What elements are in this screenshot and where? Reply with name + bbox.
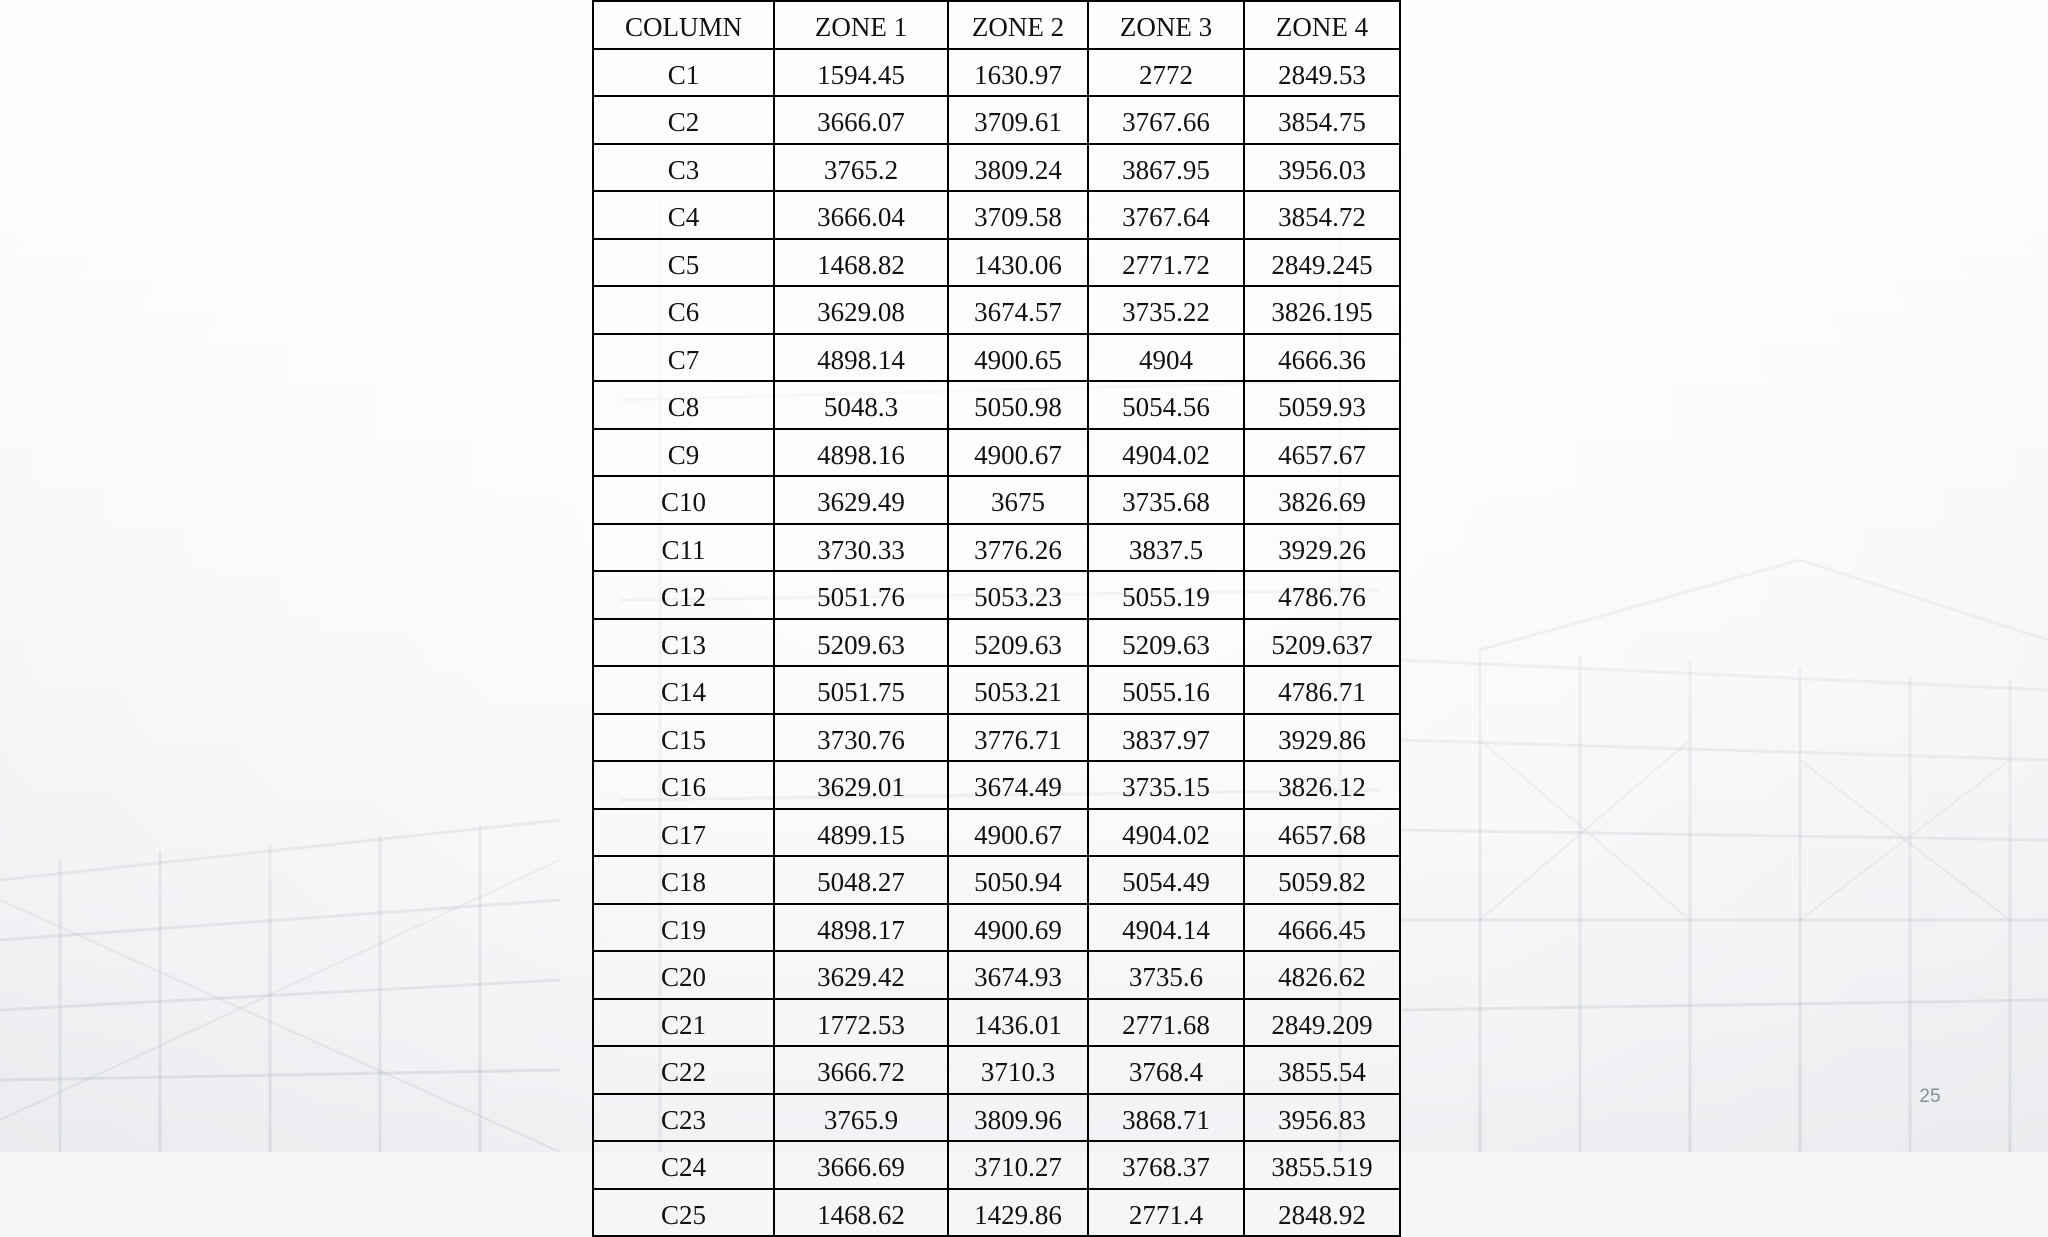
table-row [593,904,1400,952]
zone-value-cell: 3666.69 [774,1141,948,1189]
page-number: 25 [1919,1086,1941,1107]
zone-value-cell: 4900.69 [948,904,1088,952]
table-row [593,1189,1400,1237]
zone-value-cell: 4899.15 [774,809,948,857]
zone-value-cell: 4900.67 [948,429,1088,477]
zone-value-cell: 3809.24 [948,144,1088,192]
zone-value-cell: 2771.72 [1088,239,1244,287]
zone-value-cell: 4898.17 [774,904,948,952]
column-id-cell: C7 [593,334,774,382]
zone-value-cell: 4786.76 [1244,571,1400,619]
zone-value-cell: 5048.3 [774,381,948,429]
zone-value-cell: 3674.57 [948,286,1088,334]
zone-value-cell: 3735.15 [1088,761,1244,809]
zone-value-cell: 3826.69 [1244,476,1400,524]
zone-value-cell: 4657.68 [1244,809,1400,857]
column-id-cell: C18 [593,856,774,904]
zone-value-cell: 3767.64 [1088,191,1244,239]
table-row [593,856,1400,904]
zone-value-cell: 5209.63 [1088,619,1244,667]
column-id-cell: C13 [593,619,774,667]
zone-value-cell: 3867.95 [1088,144,1244,192]
table-row [593,1141,1400,1189]
zone-value-cell: 3629.01 [774,761,948,809]
zone-value-cell: 3868.71 [1088,1094,1244,1142]
zone-value-cell: 3629.49 [774,476,948,524]
zone-value-cell: 3735.6 [1088,951,1244,999]
table-header-cell: COLUMN [593,1,774,49]
zone-value-cell: 1630.97 [948,49,1088,97]
table-row [593,476,1400,524]
zone-value-cell: 3710.3 [948,1046,1088,1094]
zone-value-cell: 3674.49 [948,761,1088,809]
zone-value-cell: 3956.83 [1244,1094,1400,1142]
zone-value-cell: 2849.245 [1244,239,1400,287]
zone-value-cell: 5048.27 [774,856,948,904]
zone-value-cell: 3675 [948,476,1088,524]
zone-value-cell: 3710.27 [948,1141,1088,1189]
column-id-cell: C3 [593,144,774,192]
zone-value-cell: 3767.66 [1088,96,1244,144]
column-id-cell: C17 [593,809,774,857]
zone-value-cell: 3765.2 [774,144,948,192]
zone-value-cell: 3735.68 [1088,476,1244,524]
zone-value-cell: 3629.08 [774,286,948,334]
zone-value-cell: 5050.94 [948,856,1088,904]
zone-value-cell: 1772.53 [774,999,948,1047]
table-row [593,1094,1400,1142]
zone-value-cell: 5053.21 [948,666,1088,714]
column-id-cell: C6 [593,286,774,334]
zone-value-cell: 3929.86 [1244,714,1400,762]
table-header-cell: ZONE 2 [948,1,1088,49]
zone-value-cell: 5209.63 [948,619,1088,667]
zone-value-cell: 2772 [1088,49,1244,97]
zone-value-cell: 3854.72 [1244,191,1400,239]
table-header-cell: ZONE 3 [1088,1,1244,49]
table-header-cell: ZONE 4 [1244,1,1400,49]
zone-value-cell: 5055.19 [1088,571,1244,619]
zone-value-cell: 2848.92 [1244,1189,1400,1237]
zone-value-cell: 3854.75 [1244,96,1400,144]
zone-value-cell: 1436.01 [948,999,1088,1047]
column-id-cell: C8 [593,381,774,429]
table-row [593,239,1400,287]
zone-value-cell: 3776.26 [948,524,1088,572]
table-row [593,144,1400,192]
column-id-cell: C14 [593,666,774,714]
zone-value-cell: 4657.67 [1244,429,1400,477]
zone-value-cell: 3837.5 [1088,524,1244,572]
table-row [593,999,1400,1047]
table-body [593,49,1400,1237]
zone-value-cell: 3629.42 [774,951,948,999]
zone-value-cell: 3809.96 [948,1094,1088,1142]
zone-value-cell: 5051.76 [774,571,948,619]
zone-value-cell: 5059.93 [1244,381,1400,429]
zone-value-cell: 2849.53 [1244,49,1400,97]
table-row [593,334,1400,382]
zone-value-cell: 3837.97 [1088,714,1244,762]
zone-value-cell: 3826.12 [1244,761,1400,809]
zone-value-cell: 4666.45 [1244,904,1400,952]
zone-value-cell: 4904.14 [1088,904,1244,952]
zone-value-cell: 4904.02 [1088,429,1244,477]
zone-value-cell: 4900.65 [948,334,1088,382]
table-row [593,49,1400,97]
zone-value-cell: 5050.98 [948,381,1088,429]
column-id-cell: C15 [593,714,774,762]
zone-value-cell: 1430.06 [948,239,1088,287]
zone-value-cell: 2849.209 [1244,999,1400,1047]
table-row [593,286,1400,334]
zone-value-cell: 3709.58 [948,191,1088,239]
table-row [593,429,1400,477]
zone-value-cell: 5054.49 [1088,856,1244,904]
column-id-cell: C21 [593,999,774,1047]
zone-value-cell: 4904 [1088,334,1244,382]
zone-value-cell: 3735.22 [1088,286,1244,334]
column-id-cell: C20 [593,951,774,999]
table-row [593,571,1400,619]
zone-value-cell: 3765.9 [774,1094,948,1142]
zone-value-cell: 5051.75 [774,666,948,714]
zone-value-cell: 4666.36 [1244,334,1400,382]
table-header-cell: ZONE 1 [774,1,948,49]
zone-value-cell: 2771.4 [1088,1189,1244,1237]
zone-value-cell: 3674.93 [948,951,1088,999]
table-row [593,381,1400,429]
column-id-cell: C25 [593,1189,774,1237]
table-row [593,761,1400,809]
zone-value-cell: 4898.16 [774,429,948,477]
zone-value-cell: 3776.71 [948,714,1088,762]
table-row [593,666,1400,714]
zone-value-cell: 4900.67 [948,809,1088,857]
column-id-cell: C2 [593,96,774,144]
column-id-cell: C24 [593,1141,774,1189]
zone-value-cell: 3666.72 [774,1046,948,1094]
column-id-cell: C22 [593,1046,774,1094]
zone-value-cell: 1468.82 [774,239,948,287]
zone-value-cell: 3855.519 [1244,1141,1400,1189]
table-row [593,191,1400,239]
column-id-cell: C1 [593,49,774,97]
table-row [593,96,1400,144]
column-id-cell: C19 [593,904,774,952]
zone-value-cell: 3956.03 [1244,144,1400,192]
zone-value-cell: 1429.86 [948,1189,1088,1237]
table-row [593,809,1400,857]
table-row [593,619,1400,667]
zone-value-cell: 3768.37 [1088,1141,1244,1189]
zone-value-cell: 3730.76 [774,714,948,762]
table-row [593,1046,1400,1094]
table-row [593,951,1400,999]
zone-value-cell: 5209.637 [1244,619,1400,667]
column-load-table [592,0,1401,1237]
zone-value-cell: 2771.68 [1088,999,1244,1047]
zone-value-cell: 4826.62 [1244,951,1400,999]
zone-value-cell: 4904.02 [1088,809,1244,857]
table-header-row [593,1,1400,49]
column-id-cell: C16 [593,761,774,809]
table-row [593,524,1400,572]
zone-value-cell: 5055.16 [1088,666,1244,714]
zone-value-cell: 4786.71 [1244,666,1400,714]
column-id-cell: C4 [593,191,774,239]
zone-value-cell: 3855.54 [1244,1046,1400,1094]
column-id-cell: C12 [593,571,774,619]
zone-value-cell: 1594.45 [774,49,948,97]
zone-value-cell: 5054.56 [1088,381,1244,429]
column-id-cell: C9 [593,429,774,477]
zone-value-cell: 4898.14 [774,334,948,382]
zone-value-cell: 1468.62 [774,1189,948,1237]
column-id-cell: C10 [593,476,774,524]
zone-value-cell: 3666.07 [774,96,948,144]
zone-value-cell: 3929.26 [1244,524,1400,572]
column-id-cell: C23 [593,1094,774,1142]
zone-value-cell: 5209.63 [774,619,948,667]
zone-value-cell: 3768.4 [1088,1046,1244,1094]
column-id-cell: C11 [593,524,774,572]
zone-value-cell: 3826.195 [1244,286,1400,334]
table-row [593,714,1400,762]
zone-value-cell: 3709.61 [948,96,1088,144]
zone-value-cell: 3730.33 [774,524,948,572]
column-id-cell: C5 [593,239,774,287]
zone-value-cell: 5053.23 [948,571,1088,619]
zone-value-cell: 5059.82 [1244,856,1400,904]
zone-value-cell: 3666.04 [774,191,948,239]
